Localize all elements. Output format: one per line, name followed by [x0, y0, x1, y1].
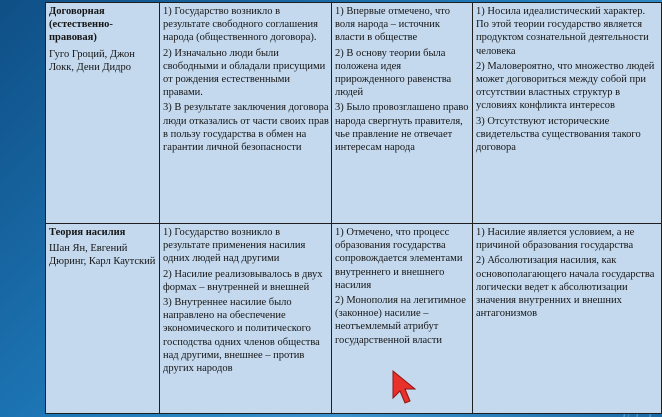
theory-authors: Шан Ян, Евгений Дюринг, Карл Каутский [49, 243, 156, 268]
theory-name: Договорная (естественно-правовая) [49, 6, 113, 44]
list-item: 1) Носила идеалистический характер. По этой теории государство является продуктом сознательной деятельности человека [476, 6, 649, 57]
cons-cell [473, 3, 662, 224]
list-item: 1) Государство возникло в результате применения насилия одних людей над другими [163, 227, 306, 265]
theory-name: Теория насилия [49, 227, 126, 238]
list-item: 3) В результате заключения договора люди отказались от части своих прав в пользу государства в обмен на гарантии личной безопасности [163, 102, 329, 154]
theory-cell [46, 3, 160, 224]
list-item: 2) Абсолютизация насилия, как основополагающего начала государства логически ведет к абсолютизации значения внутренних и внешних антагонизмов [476, 255, 655, 320]
list-item: 2) Насилие реализовывалось в двух формах – внутренней и внешней [163, 268, 323, 293]
list-item: 2) В основу теории была положена идея прирожденного равенства людей [335, 47, 452, 99]
list-item: 1) Насилие является условием, а не причиной образования государства [476, 227, 635, 252]
list-item: 1) Впервые отмечено, что воля народа – источник власти в обществе [335, 6, 450, 44]
theory-authors: Гуго Гроций, Джон Локк, Дени Дидро [49, 48, 135, 73]
table-row [46, 3, 662, 224]
list-item: 2) Маловероятно, что множество людей может договориться между собой при отсутствии властных структур в условиях конфликта интересов [476, 60, 655, 112]
theories-table [45, 2, 662, 414]
cons-cell [473, 224, 662, 414]
table-row [46, 224, 662, 414]
pros-cell [332, 3, 473, 224]
list-item: 3) Было провозглашено право народа свергнуть правителя, чье правление не отвечает интересам народа [335, 102, 469, 154]
list-item: 3) Отсутствуют исторические свидетельства существования такого договора [476, 115, 641, 154]
list-item: 1) Отмечено, что процесс образования государства сопровождается элементами внутреннего и внешнего насилия [335, 227, 463, 291]
theory-cell [46, 224, 160, 414]
essence-cell [160, 3, 332, 224]
list-item: 3) Внутреннее насилие было направлено на обеспечение экономического и политического господства одних членов общества над другими, внешнее – против других народов [163, 297, 320, 375]
list-item: 2) Изначально люди были свободными и обладали присущими от рождения естественными правами. [163, 47, 326, 99]
list-item: 2) Монополия на легитимное (законное) насилие – неотъемлемый атрибут государственной власти [335, 295, 466, 346]
pointer-cursor-icon [390, 368, 420, 406]
list-item: 1) Государство возникло в результате свободного соглашения народа (общественного договора). [163, 6, 318, 44]
essence-cell [160, 224, 332, 414]
